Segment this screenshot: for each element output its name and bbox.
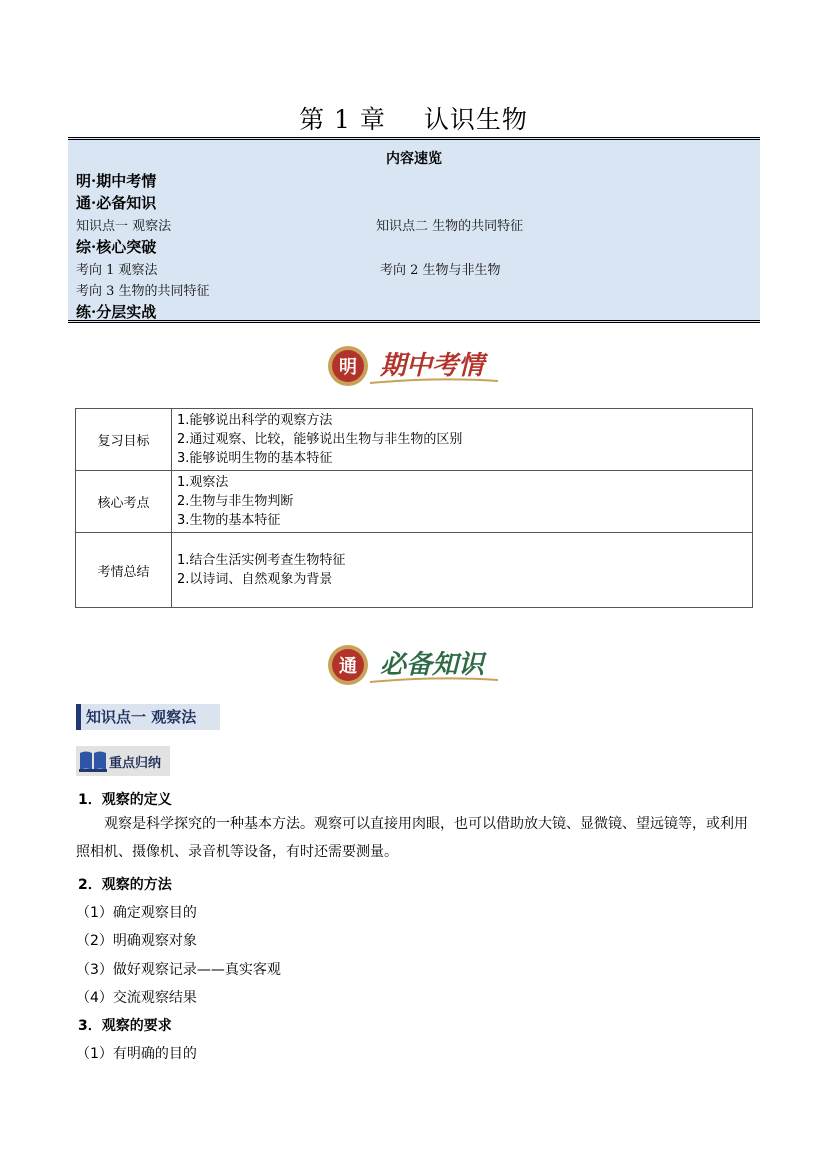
list-item: （2）明确观察对象 [76, 933, 197, 949]
heading-definition: 1．观察的定义 [78, 792, 172, 808]
overview-heading: 内容速览 [386, 151, 442, 167]
table-line: 3.生物的基本特征 [177, 513, 281, 528]
row-label: 复习目标 [76, 409, 172, 471]
exam-overview-table [75, 408, 753, 608]
banner-title: 期中考情 [379, 351, 484, 381]
heading-method: 2．观察的方法 [78, 877, 172, 893]
banner-ornament [326, 343, 502, 389]
knowledge-point-title: 知识点一 观察法 [76, 704, 220, 730]
table-line: 1.观察法 [177, 475, 229, 490]
table-row [76, 409, 753, 471]
list-item: （1）有明确的目的 [76, 1046, 197, 1062]
list-item: （1）确定观察目的 [76, 905, 197, 921]
overview-section-practice[interactable]: 练·分层实战 [76, 303, 157, 321]
section-banner-exam [0, 343, 827, 389]
banner-ornament [326, 642, 502, 688]
row-content [172, 409, 753, 471]
row-content [172, 533, 753, 608]
overview-item-q1[interactable]: 考向 1 观察法 [76, 263, 158, 278]
overview-item-q3[interactable]: 考向 3 生物的共同特征 [76, 284, 210, 299]
summary-label-box [76, 746, 170, 776]
banner-badge-text: 明 [338, 357, 357, 378]
content-overview [68, 137, 760, 323]
table-row [76, 533, 753, 608]
heading-requirements: 3．观察的要求 [78, 1018, 172, 1034]
row-label: 考情总结 [76, 533, 172, 608]
overview-section-core[interactable]: 综·核心突破 [76, 238, 157, 256]
table-line: 3.能够说明生物的基本特征 [177, 451, 333, 466]
banner-title: 必备知识 [379, 650, 484, 680]
table-line: 2.通过观察、比较，能够说出生物与非生物的区别 [177, 432, 463, 447]
chapter-number: 第 1 章 [299, 105, 386, 134]
section-banner-knowledge [0, 642, 827, 688]
table-line: 2.生物与非生物判断 [177, 494, 294, 509]
overview-item-k2[interactable]: 知识点二 生物的共同特征 [376, 219, 524, 234]
table-line: 1.结合生活实例考查生物特征 [177, 553, 346, 568]
list-item: （3）做好观察记录——真实客观 [76, 962, 281, 978]
table-row [76, 471, 753, 533]
overview-item-k1[interactable]: 知识点一 观察法 [76, 219, 172, 234]
summary-label: 重点归纳 [109, 756, 162, 771]
row-content [172, 471, 753, 533]
table-line: 1.能够说出科学的观察方法 [177, 413, 333, 428]
table-line: 2.以诗词、自然观象为背景 [177, 572, 333, 587]
list-item: （4）交流观察结果 [76, 990, 197, 1006]
book-icon [78, 749, 108, 773]
chapter-title [0, 100, 827, 136]
overview-item-q2[interactable]: 考向 2 生物与非生物 [380, 263, 501, 278]
row-label: 核心考点 [76, 471, 172, 533]
chapter-name: 认识生物 [423, 105, 528, 134]
overview-section-exam[interactable]: 明·期中考情 [76, 172, 157, 190]
banner-badge-text: 通 [338, 656, 357, 677]
overview-section-knowledge[interactable]: 通·必备知识 [76, 194, 157, 212]
paragraph-definition: 观察是科学探究的一种基本方法。观察可以直接用肉眼，也可以借助放大镜、显微镜、望远镜等，或利用照相机、摄像机、录音机等设备，有时还需要测量。 [76, 816, 748, 860]
